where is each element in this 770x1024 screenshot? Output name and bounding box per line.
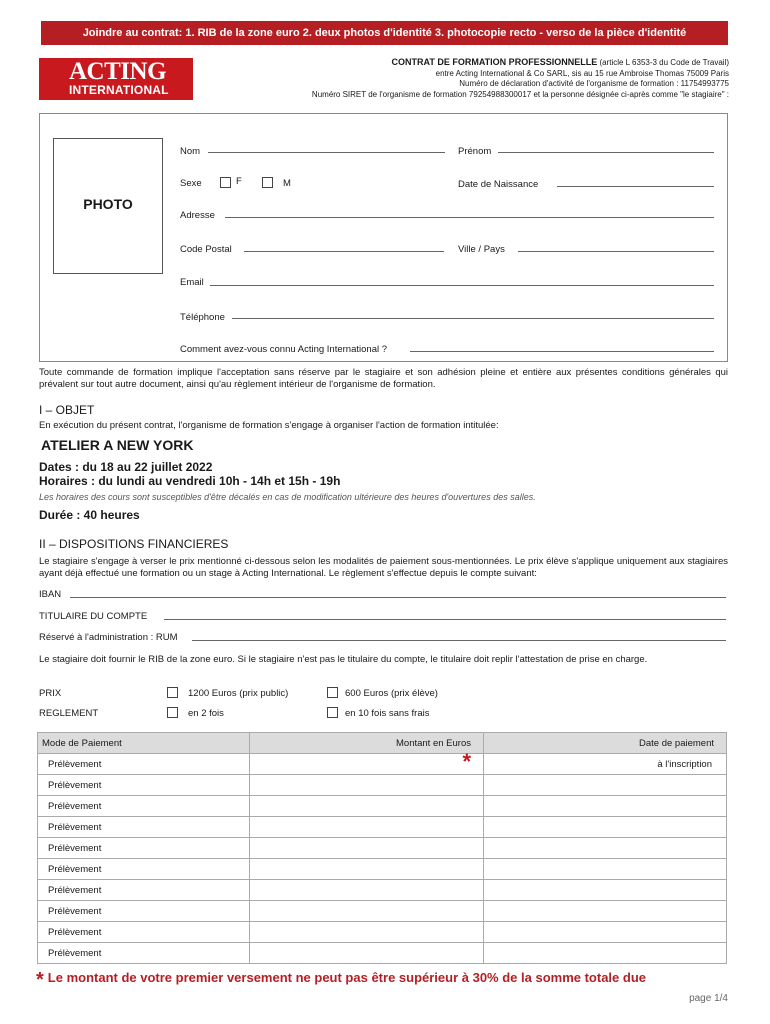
- sexe-label: Sexe: [180, 178, 202, 189]
- photo-label: PHOTO: [83, 196, 133, 212]
- finance-text: Le stagiaire s'engage à verser le prix mentionné ci-dessous selon les modalités de paiement sous-mentionnées. Le prix élève s'applique uniquement aux stagiaires ayant déjà effectué une formation ou un stage à Acting International. Le règlement s'effectue depuis le compte suivant:: [39, 556, 728, 579]
- payment-date-cell: [484, 796, 727, 817]
- header-montant: Montant en Euros: [250, 733, 484, 754]
- table-row: [38, 838, 727, 859]
- payment-date-cell: [484, 838, 727, 859]
- page-number: page 1/4: [689, 993, 728, 1004]
- prix-public-label: 1200 Euros (prix public): [188, 688, 289, 699]
- asterisk-icon: *: [36, 969, 44, 991]
- payment-mode-cell: [38, 775, 250, 796]
- horaires-line: Horaires : du lundi au vendredi 10h - 14h et 15h - 19h: [39, 474, 341, 488]
- payment-mode-text: Prélèvement: [48, 863, 102, 875]
- contract-header: [312, 57, 729, 100]
- amount-cell[interactable]: [250, 838, 484, 859]
- payment-mode-text: Prélèvement: [48, 947, 102, 959]
- table-row: [38, 796, 727, 817]
- table-row: [38, 817, 727, 838]
- connu-label: Comment avez-vous connu Acting International ?: [180, 344, 388, 355]
- payment-date-cell: [484, 880, 727, 901]
- payment-mode-text: Prélèvement: [48, 884, 102, 896]
- en-2-fois-checkbox[interactable]: [167, 707, 178, 718]
- intro-text: Toute commande de formation implique l'acceptation sans réserve par le stagiaire et son adhésion pleine et entière aux présentes conditions générales qui prévalent sur tout autre document, ainsi qu'au règlement intérieur de l'organisme de formation.: [39, 367, 728, 390]
- payment-date-cell: [484, 775, 727, 796]
- payment-date-cell: [484, 817, 727, 838]
- telephone-label: Téléphone: [180, 312, 225, 323]
- email-field[interactable]: [210, 285, 714, 286]
- table-row: [38, 859, 727, 880]
- table-row: [38, 943, 727, 964]
- payment-mode-cell: [38, 922, 250, 943]
- prix-eleve-checkbox[interactable]: [327, 687, 338, 698]
- payment-date-text: à l'inscription: [657, 758, 712, 770]
- payment-mode-text: Prélèvement: [48, 800, 102, 812]
- amount-cell[interactable]: [250, 880, 484, 901]
- header-mode: Mode de Paiement: [38, 733, 250, 754]
- payment-mode-cell: [38, 796, 250, 817]
- sexe-f-label: F: [236, 176, 242, 187]
- sexe-m-label: M: [283, 178, 291, 189]
- first-payment-note: [36, 969, 646, 992]
- table-header-row: [38, 733, 727, 754]
- payment-mode-text: Prélèvement: [48, 779, 102, 791]
- header-date: Date de paiement: [484, 733, 727, 754]
- amount-cell[interactable]: [250, 859, 484, 880]
- date-naissance-field[interactable]: [557, 186, 714, 187]
- asterisk-icon: *: [462, 749, 471, 774]
- payment-mode-cell: [38, 817, 250, 838]
- sexe-f-checkbox[interactable]: [220, 177, 231, 188]
- amount-cell[interactable]: [250, 922, 484, 943]
- payment-mode-cell: [38, 859, 250, 880]
- payment-mode-text: Prélèvement: [48, 905, 102, 917]
- connu-field[interactable]: [410, 351, 714, 352]
- payment-mode-cell: [38, 901, 250, 922]
- en-2-fois-label: en 2 fois: [188, 708, 224, 719]
- payment-mode-text: Prélèvement: [48, 758, 102, 770]
- acting-international-logo: [39, 58, 193, 100]
- titulaire-field[interactable]: [164, 619, 726, 620]
- table-row: [38, 880, 727, 901]
- email-label: Email: [180, 277, 204, 288]
- first-payment-note-text: Le montant de votre premier versement ne peut pas être supérieur à 30% de la somme totale due: [47, 970, 646, 985]
- code-postal-field[interactable]: [244, 251, 444, 252]
- adresse-field[interactable]: [225, 217, 714, 218]
- nom-label: Nom: [180, 146, 201, 157]
- ville-field[interactable]: [518, 251, 714, 252]
- contract-title: CONTRAT DE FORMATION PROFESSIONNELLE: [391, 57, 598, 67]
- iban-field[interactable]: [70, 597, 726, 598]
- objet-text: En exécution du présent contrat, l'organisme de formation s'engage à organiser l'action de formation intitulée:: [39, 420, 499, 431]
- reglement-label: REGLEMENT: [39, 708, 99, 719]
- logo-line-1: ACTING: [69, 58, 167, 85]
- amount-cell[interactable]: [250, 749, 484, 775]
- photo-placeholder[interactable]: [53, 138, 163, 274]
- en-10-fois-label: en 10 fois sans frais: [345, 708, 430, 719]
- prix-public-checkbox[interactable]: [167, 687, 178, 698]
- finance-heading: II – DISPOSITIONS FINANCIERES: [39, 537, 229, 551]
- prix-label: PRIX: [39, 688, 62, 699]
- amount-cell[interactable]: [250, 943, 484, 964]
- prenom-label: Prénom: [458, 146, 492, 157]
- horaires-note: Les horaires des cours sont susceptibles d'être décalés en cas de modification ultérieure des heures d'ouvertures des salles.: [39, 492, 536, 502]
- rib-note: Le stagiaire doit fournir le RIB de la zone euro. Si le stagiaire n'est pas le titulaire du compte, le titulaire doit replir l'attestation de prise en charge.: [39, 654, 648, 665]
- payment-mode-cell: [38, 838, 250, 859]
- requirements-banner: Joindre au contrat: 1. RIB de la zone euro 2. deux photos d'identité 3. photocopie recto - verso de la pièce d'identité: [41, 21, 728, 45]
- duree-line: Durée : 40 heures: [39, 508, 140, 522]
- adresse-label: Adresse: [180, 210, 215, 221]
- objet-heading: I – OBJET: [39, 403, 95, 417]
- rum-label: Réservé à l'administration : RUM: [39, 632, 178, 643]
- payment-date-cell: [484, 901, 727, 922]
- contract-title-ref: (article L 6353-3 du Code de Travail): [599, 58, 729, 67]
- en-10-fois-checkbox[interactable]: [327, 707, 338, 718]
- table-row: [38, 775, 727, 796]
- header-line-4: Numéro SIRET de l'organisme de formation 79254988300017 et la personne désignée ci-après comme "le stagiaire" :: [311, 89, 729, 99]
- payment-mode-text: Prélèvement: [48, 926, 102, 938]
- payment-schedule-table: [37, 732, 727, 964]
- table-row: [38, 901, 727, 922]
- amount-cell[interactable]: [250, 775, 484, 796]
- nom-field[interactable]: [208, 152, 445, 153]
- rum-field[interactable]: [192, 640, 726, 641]
- code-postal-label: Code Postal: [180, 244, 232, 255]
- payment-mode-cell: [38, 880, 250, 901]
- amount-cell[interactable]: [250, 817, 484, 838]
- atelier-title: ATELIER A NEW YORK: [41, 437, 194, 453]
- header-line-2: entre Acting International & Co SARL, sis au 15 rue Ambroise Thomas 75009 Paris: [435, 68, 729, 78]
- logo-line-2: INTERNATIONAL: [69, 83, 169, 97]
- payment-date-cell: [484, 859, 727, 880]
- table-row: [38, 754, 727, 775]
- sexe-m-checkbox[interactable]: [262, 177, 273, 188]
- titulaire-label: TITULAIRE DU COMPTE: [39, 611, 148, 622]
- payment-date-cell: [484, 922, 727, 943]
- prix-eleve-label: 600 Euros (prix élève): [345, 688, 438, 699]
- payment-mode-cell: [38, 943, 250, 964]
- payment-date-cell: [484, 754, 727, 775]
- amount-cell[interactable]: [250, 901, 484, 922]
- iban-label: IBAN: [39, 589, 62, 600]
- header-line-3: Numéro de déclaration d'activité de l'organisme de formation : 11754993775: [459, 79, 729, 88]
- prenom-field[interactable]: [498, 152, 714, 153]
- date-naissance-label: Date de Naissance: [458, 179, 539, 190]
- payment-date-cell: [484, 943, 727, 964]
- payment-mode-text: Prélèvement: [48, 821, 102, 833]
- payment-mode-cell: [38, 754, 250, 775]
- telephone-field[interactable]: [232, 318, 714, 319]
- dates-line: Dates : du 18 au 22 juillet 2022: [39, 460, 213, 474]
- ville-label: Ville / Pays: [458, 244, 505, 255]
- amount-cell[interactable]: [250, 796, 484, 817]
- payment-mode-text: Prélèvement: [48, 842, 102, 854]
- table-row: [38, 922, 727, 943]
